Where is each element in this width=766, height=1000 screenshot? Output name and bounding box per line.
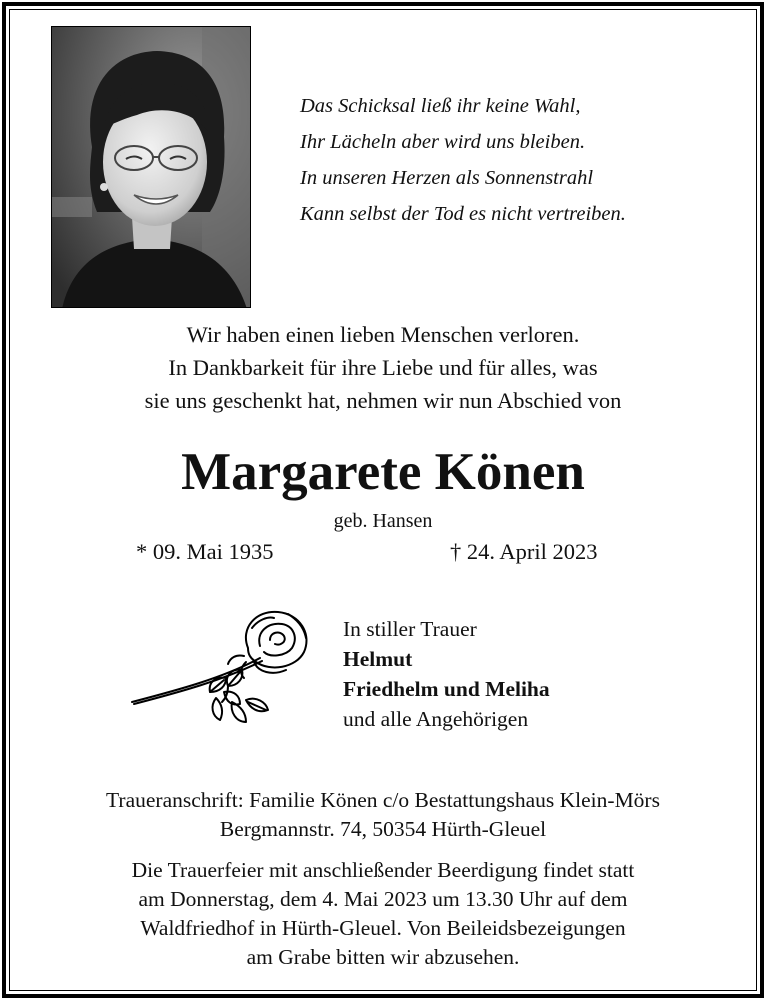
mourners-intro: In stiller Trauer — [343, 617, 477, 641]
service-info — [0, 856, 766, 972]
poem-line: Ihr Lächeln aber wird uns bleiben. — [300, 131, 586, 153]
mourner-name: Helmut — [343, 647, 413, 671]
poem — [300, 88, 720, 232]
mourning-address — [0, 786, 766, 844]
mourners — [343, 614, 550, 734]
poem-line: In unseren Herzen als Sonnenstrahl — [300, 167, 594, 189]
intro-line: sie uns geschenkt hat, nehmen wir nun Abschied von — [144, 388, 622, 413]
rose-icon — [128, 606, 318, 736]
poem-line: Das Schicksal ließ ihr keine Wahl, — [300, 95, 581, 117]
portrait-photo — [51, 26, 251, 308]
intro-text — [0, 318, 766, 417]
address-line: Bergmannstr. 74, 50354 Hürth-Gleuel — [219, 817, 547, 841]
service-line: am Donnerstag, dem 4. Mai 2023 um 13.30 Uhr auf dem — [138, 887, 628, 911]
death-date: † 24. April 2023 — [450, 539, 598, 564]
address-line: Traueranschrift: Familie Könen c/o Bestattungshaus Klein-Mörs — [106, 788, 660, 812]
deceased-name: Margarete Könen — [181, 443, 585, 501]
poem-line: Kann selbst der Tod es nicht vertreiben. — [300, 203, 626, 225]
birth-date: * 09. Mai 1935 — [136, 539, 274, 564]
service-line: am Grabe bitten wir abzusehen. — [246, 945, 520, 969]
mourner-name: Friedhelm und Meliha — [343, 677, 550, 701]
intro-line: Wir haben einen lieben Menschen verloren. — [186, 322, 580, 347]
service-line: Waldfriedhof in Hürth-Gleuel. Von Beileidsbezeigungen — [140, 916, 626, 940]
intro-line: In Dankbarkeit für ihre Liebe und für alles, was — [168, 355, 598, 380]
mourners-others: und alle Angehörigen — [343, 707, 529, 731]
service-line: Die Trauerfeier mit anschließender Beerdigung findet statt — [131, 858, 635, 882]
maiden-name: geb. Hansen — [333, 510, 433, 532]
